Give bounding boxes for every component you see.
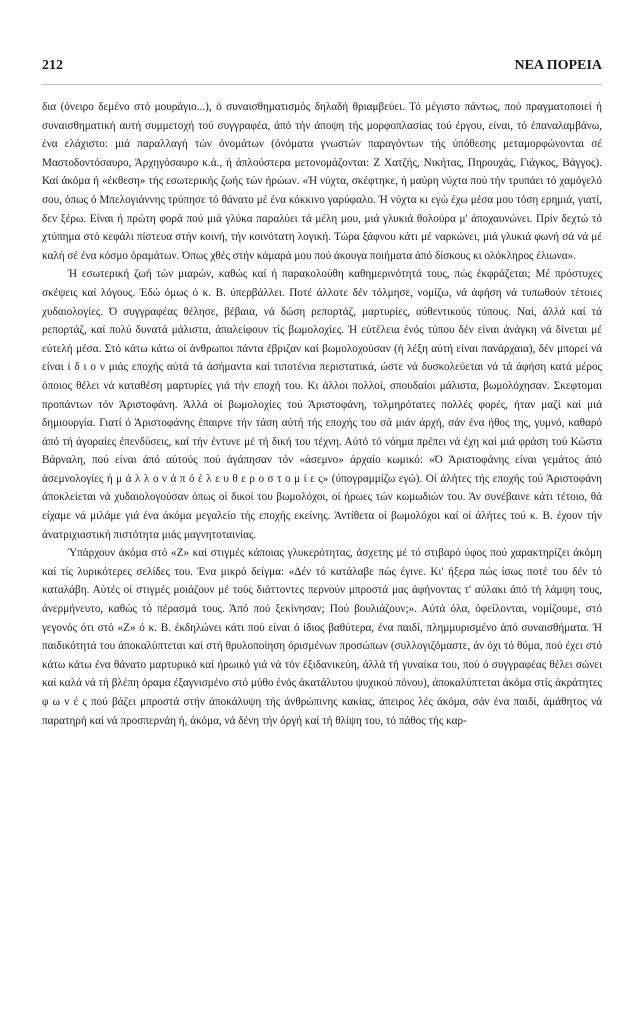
- running-header: [42, 58, 602, 80]
- paragraph-3: Ύπάρχουν άκόμα στό «Ζ» καί στιγμές κάποιας γλυκερότητας, άσχετης μέ τό στιβαρό ύφος πού χαρακτηρίζει άκόμη καί τίς λυρικότερες σελίδες του. Ένα μικρό δείγμα: «Δέν τό κατάλαβε πώς έγινε. Κι' ήξερα πώς ίσως ποτέ του δέν τό καταλάβη. Αύτές οί στιγμές μοιάζουν μέ τούς διάττοντες περνούν μπροστά μας άφήνοντας τ' αύλακι άπό τή λάμψη τους, άνερμήνευτο, καθώς τό πέρασμά τους. Άπό πού ξεκίνησαν; Πού βουλιάζουν;». Αύτά όλα, όφείλονται, νομίζουμε, στό γεγονός ότι στό «Ζ» ό κ. Β. έκδηλώνει κάτι πού είναι ό ίδιος βαθύτερα, ένα παιδί, πλημμυρισμένο άπό συναισθήματα. Ή παιδικότητά του άποκαλύπτεται καί στή θρυλοποίηση όρισμένων προσώπων (συλλογιζόμαστε, άν όχι τό θύμα, πού έχει στό κάτω κάτω ένα θάνατο μαρτυρικό καί ήρωικό γιά νά τόν έξιδανικεύη, άλλά τή γυναίκα του, πού ό συγγραφέας θέλει σώνει καί καλά νά τή βλέπη όραμα έξαγνισμένο στό μύθο ένός άκατάλυτου ψυχικού πόνου), άποκαλύπτεται άκόμα στίς άκράτητες φ ω ν έ ς πού βάζει μπροστά στήν άποκάλυψη τής άνθρώπινης κακίας, άπειρος λές άκόμα, σάν ένα παιδί, άμάθητος νά παρατηρή καί νά προσπερνάη ή, άκόμα, νά δένη τήν όργή καί τή θλίψη του, τό πάθος τής καρ-: [42, 547, 602, 727]
- page-number: 212: [42, 58, 63, 73]
- header-rule: [42, 84, 602, 85]
- paragraph-1: δια (όνειρο δεμένο στό μουράγιο...), ό συναισθηματισμός δηλαδή θριαμβεύει. Τό μέγιστο πάντως, πού πραγματοποιεί ή συναισθηματική αυτή συμμετοχή τού συγγραφέα, άπό τήν άποψη τής μορφοπλασίας τού έργου, είναι, τό έπαναλαμβάνω, ένα ελάχιστο: μιά παραλλαγή τών όνομάτων (όνόματα γνωστών παραγόντων τής ύπόθεσης μεταμορφώνονται σέ Μαστοδοντόσαυρο, Άρχηγόσαυρο κ.ά., ή άπλούστερα μετονομάζονται: Ζ Χατζής, Νικήτας, Πηρουχάς, Γιάγκος, Βάγγος). Καί άκόμα ή «έκθεση» τής εσωτερικής ζωής τών ήρώων. «Ή νύχτα, σκέφτηκε, ή μαύρη νύχτα πού τήν τρυπάει τό χαμόγελό σου, όπως ό Μπελογιάννης τρύπησε τό θάνατο μέ ένα κόκκινο γαρύφαλο. Ή νύχτα κι εγώ έχω μέσα μου τόση ερημιά, γιατί, δεν ξέρω. Είναι ή πρώτη φορά πού μιά γλύκα παραλύει τά μέλη μου, μιά γλυκιά θολούρα μ' άποχαυνώνει. Πρίν δεχτώ τό χτύπημα στό κεφάλι πίστευα στήν κοινή, τήν κοινότατη λογική. Τώρα ξάφνου κάτι μέ ναρκώνει, μιά γλυκιά φωνή σά νά μέ καλή σέ ένα κόσμο όραμάτων. Όπως χθές στήν κάμαρά μου πού άκουγα ποιήματα άπό δίσκους κι ολόκληρος έλιωνα».: [42, 101, 602, 262]
- journal-title: ΝΕΑ ΠΟΡΕΙΑ: [514, 58, 602, 73]
- body-text: [42, 98, 602, 730]
- paragraph-2: Ή εσωτερική ζωή τών μιαρών, καθώς καί ή παρακολούθη καθημερινότητά τους, πώς έκφράζεται; Μέ πρόστυχες σκέψεις καί λόγους. Έδώ όμως ό κ. Β. ύπερβάλλει. Ποτέ άλλοτε δέν τόλμησε, νομίζω, νά άφήση νά τυπωθούν τέτοιες χυδαιολογίες. Ό συγγραφέας θέλησε, βέβαια, νά δώση ρεπορτάζ, μαρτυρίες, αύθεντικούς τύπους. Ναί, άλλά καί τά ρεπορτάζ, καί πολύ δυνατά μάλιστα, άπαλείφουν τίς βωμολοχίες. Ή εύτέλεια ένός τύπου δέν είναι άνάγκη νά δίνεται μέ εύτελή μέσα. Στό κάτω κάτω οί άνθρωποι πάντα έβριζαν καί βωμολοχούσαν (ή λέξη αύτή είναι πανάρχαια), δέν μπορεί νά είναι ί δ ι ο ν μιάς εποχής αύτά τά άσήμαντα καί τιποτένια περιστατικά, ώστε νά δυσκολεύεται νά τά άφήση κατά μέρος όποιος θέλει νά καταθέση μαρτυρίες γιά τήν εποχή του. Κι άλλοι πολλοί, σπουδαίοι μάλιστα, βωμολόχησαν. Σκεφτομαι προπάντων τόν Άριστοφάνη. Άλλά οί βωμολοχίες τού Άριστοφάνη, τολμηρότατες πολλές φορές, ήταν μαζί καί μιά δημιουργία. Γιατί ό Άριστοφάνης έπαιρνε τήν τάση αύτή τής εποχής του σά μιάν άρχή, σάν ένα ήθος της, γυμνό, καθαρό άπό τή άγοραίες έπενδύσεις, καί τήν έντυνε μέ τή δική του τέχνη. Αύτό τό νόημα πρέπει νά έχη καί μιά φράση τού Κώστα Βάρναλη, πού είναι άπό αύτούς πού άγάπησαν τόν «άσεμνο» άρχαίο κωμικό: «Ό Άριστοφάνης είναι γεμάτος άπό άσεμνολογίες ή μ ά λ λ ο ν ά π ό έ λ ε υ θ ε ρ ο σ τ ο μ ί ε ς» (ύπογραμμίζω εγώ). Οί άλήτες τής εποχής τού Άριστοφάνη άποκλείεται νά χυδαιολογούσαν όπως οί δικοί του βωμολόχοι, οί ήρωες τών κωμωδιών του. Άν συνέβαινε κάτι τέτοιο, θά είχαμε νά μιλάμε γιά ένα άκόμα μεγαλείο τής εποχής εκείνης. Άντίθετα οί βωμολόχοι καί οί άλήτες τού κ. Β. έχουν τήν άνατριχιαστική πιστότητα μιάς μαγνητοταινίας.: [42, 268, 602, 541]
